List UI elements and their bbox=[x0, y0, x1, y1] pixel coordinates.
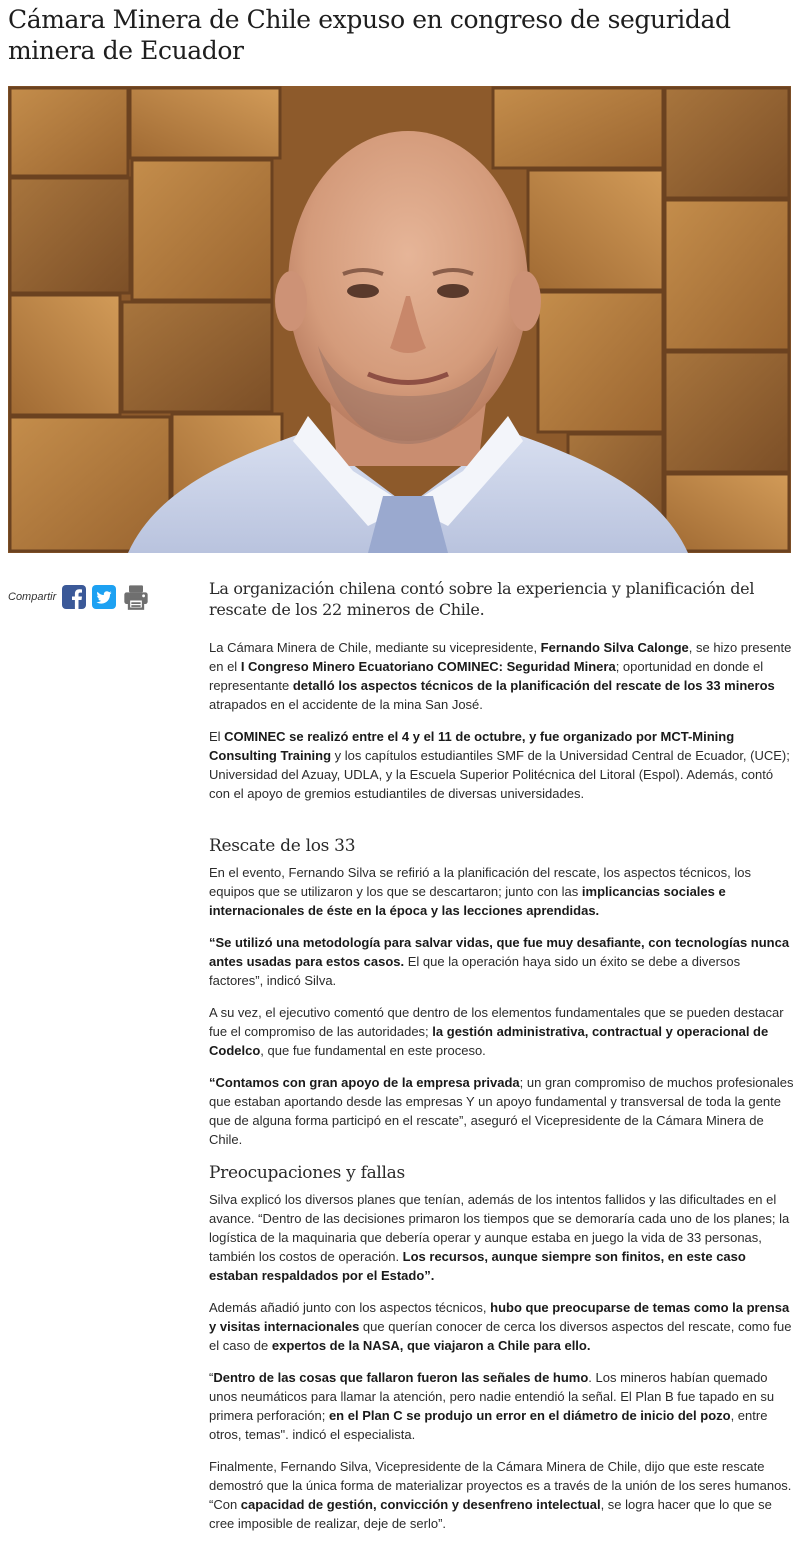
twitter-icon bbox=[92, 585, 116, 609]
article-paragraph bbox=[209, 727, 794, 803]
text-run: que querían conocer de cerca los diversos aspectos del rescate, como fue el caso de bbox=[209, 1319, 792, 1353]
article-paragraph bbox=[209, 933, 794, 990]
text-run: ; oportunidad en donde el representante bbox=[209, 659, 764, 693]
facebook-share-button[interactable] bbox=[62, 585, 92, 609]
bold-text: hubo que preocuparse de temas como la prensa y visitas internacionales bbox=[209, 1300, 790, 1334]
portrait-image bbox=[8, 86, 791, 553]
section-heading: Rescate de los 33 bbox=[209, 836, 356, 856]
text-run: El bbox=[209, 729, 225, 744]
bold-text: Fernando Silva Calonge bbox=[540, 640, 689, 655]
text-run: . Los mineros habían quemado unos neumáticos para llamar la atención, pero nadie entendió la señal. El Plan B fue tapado en su primera perforación; bbox=[209, 1370, 775, 1423]
print-button[interactable] bbox=[122, 583, 156, 611]
text-run: “ bbox=[209, 1370, 214, 1385]
section-heading: Preocupaciones y fallas bbox=[209, 1163, 405, 1183]
hero-photo bbox=[8, 86, 791, 553]
share-bar bbox=[8, 582, 156, 612]
bold-text: implicancias sociales e internacionales de éste en la época y las lecciones aprendidas. bbox=[209, 884, 726, 918]
facebook-icon bbox=[62, 585, 86, 609]
article-paragraph bbox=[209, 1457, 794, 1533]
article-paragraph bbox=[209, 863, 794, 920]
article-paragraph bbox=[209, 1368, 794, 1444]
text-run: , que fue fundamental en este proceso. bbox=[260, 1043, 486, 1058]
text-run: En el evento, Fernando Silva se refirió a la planificación del rescate, los aspectos técnicos, los equipos que se utilizaron y los que se descartaron; junto con las bbox=[209, 865, 751, 899]
bold-text: “Contamos con gran apoyo de la empresa privada bbox=[209, 1075, 520, 1090]
text-run: , entre otros, temas". indicó el especialista. bbox=[209, 1408, 768, 1442]
article-paragraph bbox=[209, 1190, 794, 1285]
share-label: Compartir bbox=[8, 591, 57, 603]
article-body bbox=[209, 578, 794, 1546]
article-title: Cámara Minera de Chile expuso en congreso de seguridad minera de Ecuador bbox=[8, 5, 731, 65]
bold-text: capacidad de gestión, convicción y desenfreno intelectual bbox=[240, 1497, 601, 1512]
text-run: Silva explicó los diversos planes que tenían, además de los intentos fallidos y las dificultades en el avance. “Dentro de las decisiones primaron los tiempos que se demoraría cada uno de los planes; la logística de la maquinaria que debería operar y aunque estaba en juego la vida de 33 personas, también los costos de operación. bbox=[209, 1192, 790, 1264]
article-paragraph bbox=[209, 638, 794, 714]
text-run: La Cámara Minera de Chile, mediante su vicepresidente, bbox=[209, 640, 541, 655]
text-run: Además añadió junto con los aspectos técnicos, bbox=[209, 1300, 491, 1315]
bold-text: la gestión administrativa, contractual y operacional de Codelco bbox=[209, 1024, 769, 1058]
article-paragraph bbox=[209, 1003, 794, 1060]
twitter-share-button[interactable] bbox=[92, 585, 122, 609]
text-run: y los capítulos estudiantiles SMF de la Universidad Central de Ecuador, (UCE); Universidad del Azuay, UDLA, y la Escuela Superior Politécnica del Litoral (Espol). Además, contó con el apoyo de gremios estudiantiles de diversas universidades. bbox=[209, 748, 790, 801]
article-paragraph bbox=[209, 1298, 794, 1355]
article-sections bbox=[209, 638, 794, 1533]
text-run: , se logra hacer que lo que se cree imposible de realizar, deje de serlo”. bbox=[209, 1497, 772, 1531]
article-paragraph bbox=[209, 1073, 794, 1149]
text-run: Finalmente, Fernando Silva, Vicepresidente de la Cámara Minera de Chile, dijo que este rescate demostró que la única forma de materializar proyectos es a través de la unión de los seres humanos. “Con bbox=[209, 1459, 792, 1512]
text-run: A su vez, el ejecutivo comentó que dentro de los elementos fundamentales que se pueden destacar fue el compromiso de las autoridades; bbox=[209, 1005, 784, 1039]
text-run: El que la operación haya sido un éxito se debe a diversos factores”, indicó Silva. bbox=[209, 954, 741, 988]
bold-text: en el Plan C se produjo un error en el diámetro de inicio del pozo bbox=[328, 1408, 731, 1423]
bold-text: Los recursos, aunque siempre son finitos, en este caso estaban respaldados por el Estado”. bbox=[209, 1249, 746, 1283]
print-icon bbox=[122, 583, 150, 611]
text-run: atrapados en el accidente de la mina San José. bbox=[209, 697, 483, 712]
bold-text: expertos de la NASA, que viajaron a Chile para ello. bbox=[271, 1338, 591, 1353]
bold-text: detalló los aspectos técnicos de la planificación del rescate de los 33 mineros bbox=[292, 678, 775, 693]
text-run: ; un gran compromiso de muchos profesionales que estaban aportando desde las empresas Y un apoyo fundamental y transversal de toda la gente que de alguna forma participó en el rescate”, aseguró el Vicepresidente de la Cámara Minera de Chile. bbox=[209, 1075, 794, 1147]
article-lead: La organización chilena contó sobre la experiencia y planificación del rescate de los 22 mineros de Chile. bbox=[209, 579, 755, 619]
text-run: , se hizo presente en el bbox=[209, 640, 792, 674]
bold-text: I Congreso Minero Ecuatoriano COMINEC: Seguridad Minera bbox=[240, 659, 616, 674]
bold-text: COMINEC se realizó entre el 4 y el 11 de octubre, y fue organizado por MCT-Mining Consulting Training bbox=[209, 729, 735, 763]
bold-text: Dentro de las cosas que fallaron fueron las señales de humo bbox=[213, 1370, 589, 1385]
bold-text: “Se utilizó una metodología para salvar vidas, que fue muy desafiante, con tecnologías nunca antes usadas para estos casos. bbox=[209, 935, 790, 969]
